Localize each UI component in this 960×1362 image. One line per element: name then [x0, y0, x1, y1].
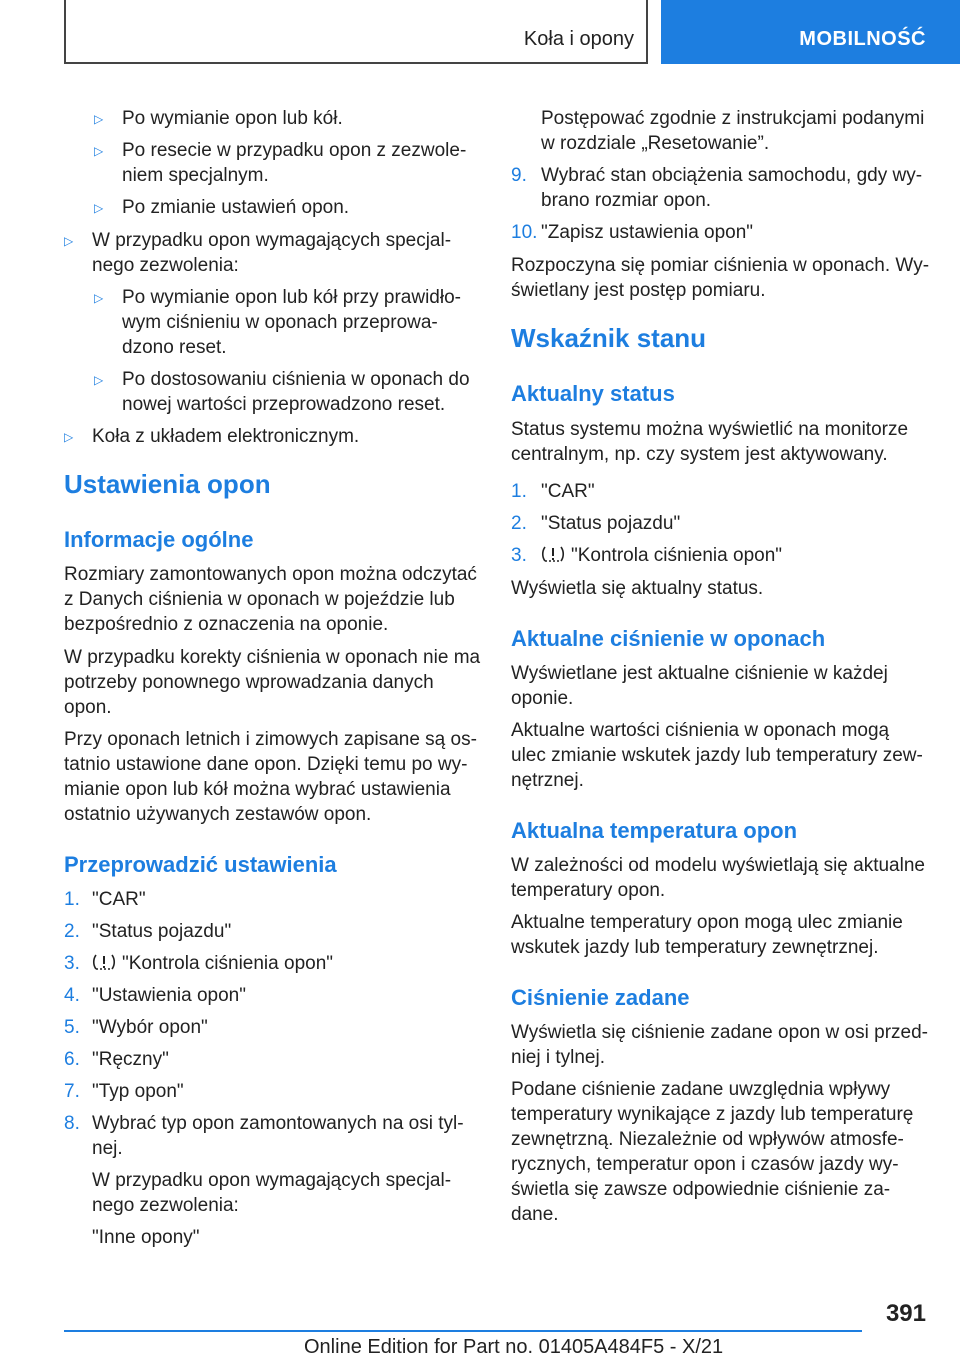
paragraph: Wyświetla się aktualny status. — [511, 578, 764, 599]
triangle-bullet-icon: ▷ — [94, 291, 104, 305]
paragraph: Aktualne wartości ciśnienia w oponach mogą ulec zmianie wskutek jazdy lub temperatury zew- nętrznej. — [511, 720, 923, 791]
triangle-bullet-icon: ▷ — [94, 373, 104, 387]
triangle-bullet-icon: ▷ — [94, 112, 104, 126]
paragraph: Wyświetlane jest aktualne ciśnienie w każdej oponie. — [511, 663, 888, 709]
page-number: 391 — [885, 1300, 926, 1327]
paragraph: Status systemu można wyświetlić na monitorze centralnym, np. czy system jest aktywowany. — [511, 419, 909, 465]
paragraph: Rozpoczyna się pomiar ciśnienia w oponach. Wy- świetlany jest postęp pomiaru. — [511, 255, 930, 301]
heading-current-temperature: Aktualna temperatura opon — [511, 818, 798, 843]
triangle-bullet-icon: ▷ — [94, 144, 104, 158]
footer-divider — [64, 1330, 862, 1332]
paragraph: Wyświetla się ciśnienie zadane opon w osi przed- niej i tylnej. — [511, 1022, 928, 1068]
footer-edition-text: Online Edition for Part no. 01405A484F5 - X/21 — [304, 1336, 724, 1358]
heading-target-pressure: Ciśnienie zadane — [511, 985, 690, 1010]
paragraph: W zależności od modelu wyświetlają się aktualne temperatury opon. — [511, 855, 925, 901]
heading-status-indicator: Wskaźnik stanu — [511, 323, 707, 353]
heading-general-info: Informacje ogólne — [64, 527, 254, 552]
heading-tire-settings: Ustawienia opon — [64, 469, 271, 499]
paragraph: Aktualne temperatury opon mogą ulec zmianie wskutek jazdy lub temperatury zewnętrznej. — [511, 912, 903, 958]
paragraph: W przypadku korekty ciśnienia w oponach nie ma potrzeby ponownego wprowadzania danych opon. — [64, 647, 481, 718]
paragraph: Przy oponach letnich i zimowych zapisane są os- tatnio ustawione dane opon. Dzięki temu po wy- mianie opon lub kół można wybrać ustawienia ostatnio używanych zestawów opon. — [64, 729, 477, 825]
header-section-box — [64, 0, 648, 64]
heading-current-pressure: Aktualne ciśnienie w oponach — [511, 626, 826, 651]
paragraph: Podane ciśnienie zadane uwzględnia wpływy temperatury wynikające z jazdy lub temperaturę zewnętrzną. Niezależnie od wpływów atmosfe- rycznych, temperatur opon i czasów jazdy wy- świetla się zawsze odpowiednie ciśnienie za- dane. — [511, 1079, 914, 1225]
triangle-bullet-icon: ▷ — [94, 201, 104, 215]
header-chapter-title: MOBILNOŚĆ — [799, 28, 926, 50]
heading-perform-settings: Przeprowadzić ustawienia — [64, 852, 337, 877]
step-continuation: Postępować zgodnie z instrukcjami podanymi w rozdziale „Resetowanie”. — [541, 108, 925, 154]
tire-pressure-warning-icon — [541, 544, 565, 564]
header-chapter-box — [661, 0, 960, 64]
triangle-bullet-icon: ▷ — [64, 430, 74, 444]
header-section-title: Koła i opony — [523, 28, 634, 50]
heading-current-status: Aktualny status — [511, 381, 675, 406]
triangle-bullet-icon: ▷ — [64, 234, 74, 248]
paragraph: Rozmiary zamontowanych opon można odczytać z Danych ciśnienia w oponach w pojeździe lub bezpośrednio z oznaczenia na oponie. — [64, 564, 477, 635]
tire-pressure-warning-icon — [92, 952, 116, 972]
